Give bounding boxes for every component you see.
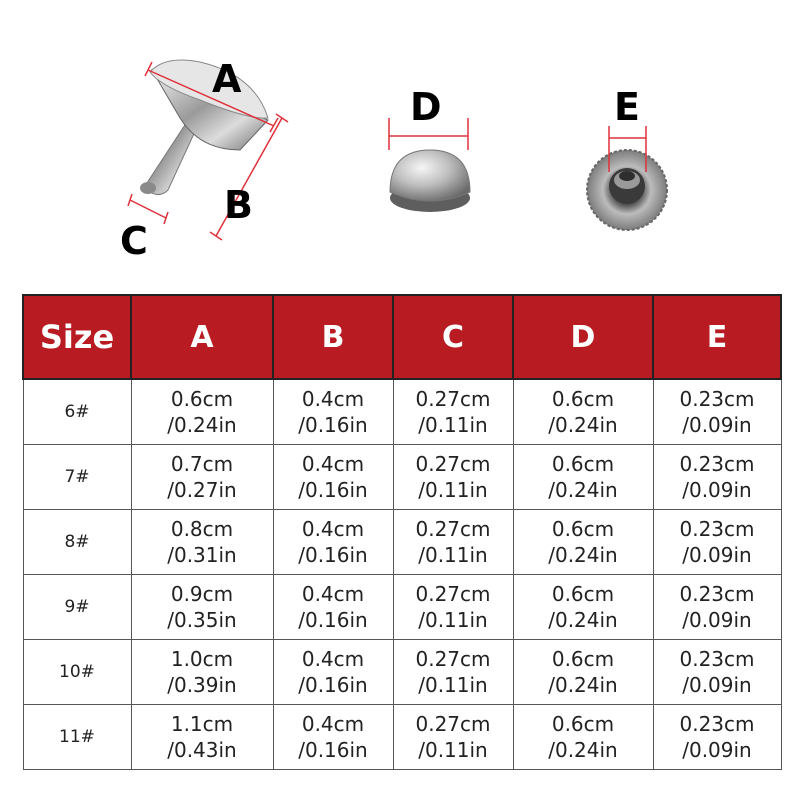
cell-e	[653, 640, 781, 705]
value-in: /0.09in	[682, 543, 752, 567]
cell-e	[653, 510, 781, 575]
value-in: /0.24in	[548, 608, 618, 632]
rivet-back-ring	[587, 150, 667, 230]
cell-c	[393, 510, 513, 575]
value-cm: 1.1cm	[170, 712, 234, 736]
value-cm: 0.4cm	[301, 452, 365, 476]
size-cell: 10#	[23, 640, 131, 705]
size-cell: 8#	[23, 510, 131, 575]
table-body	[23, 379, 781, 770]
value-cm: 0.9cm	[170, 582, 234, 606]
value-cm: 0.6cm	[551, 452, 615, 476]
value-in: /0.31in	[167, 543, 237, 567]
value-cm: 1.0cm	[170, 647, 234, 671]
value-in: /0.16in	[298, 543, 368, 567]
value-in: /0.11in	[418, 738, 488, 762]
label-c: C	[120, 219, 148, 263]
value-cm: 0.27cm	[415, 387, 491, 411]
value-in: /0.24in	[548, 738, 618, 762]
value-cm: 0.23cm	[679, 387, 755, 411]
value-in: /0.11in	[418, 608, 488, 632]
value-in: /0.16in	[298, 673, 368, 697]
value-cm: 0.27cm	[415, 712, 491, 736]
value-in: /0.16in	[298, 608, 368, 632]
label-d: D	[410, 85, 442, 129]
value-in: /0.16in	[298, 478, 368, 502]
size-cell: 7#	[23, 445, 131, 510]
value-cm: 0.23cm	[679, 517, 755, 541]
value-in: /0.35in	[167, 608, 237, 632]
value-cm: 0.27cm	[415, 517, 491, 541]
value-cm: 0.6cm	[170, 387, 234, 411]
header-e: E	[653, 295, 781, 379]
value-in: /0.24in	[548, 413, 618, 437]
value-in: /0.39in	[167, 673, 237, 697]
table-row	[23, 510, 781, 575]
value-cm: 0.4cm	[301, 582, 365, 606]
cell-a	[131, 575, 273, 640]
value-cm: 0.6cm	[551, 387, 615, 411]
value-in: /0.11in	[418, 673, 488, 697]
cell-e	[653, 379, 781, 445]
label-a: A	[212, 57, 242, 101]
value-in: /0.27in	[167, 478, 237, 502]
value-cm: 0.27cm	[415, 452, 491, 476]
value-cm: 0.27cm	[415, 582, 491, 606]
value-cm: 0.27cm	[415, 647, 491, 671]
value-cm: 0.23cm	[679, 582, 755, 606]
table-row	[23, 575, 781, 640]
value-cm: 0.23cm	[679, 452, 755, 476]
header-a: A	[131, 295, 273, 379]
cell-c	[393, 379, 513, 445]
value-cm: 0.23cm	[679, 712, 755, 736]
value-in: /0.09in	[682, 478, 752, 502]
cell-e	[653, 705, 781, 770]
cell-b	[273, 640, 393, 705]
header-size: Size	[23, 295, 131, 379]
header-b: B	[273, 295, 393, 379]
value-in: /0.11in	[418, 543, 488, 567]
value-in: /0.24in	[548, 673, 618, 697]
cell-a	[131, 445, 273, 510]
value-cm: 0.6cm	[551, 647, 615, 671]
value-in: /0.16in	[298, 413, 368, 437]
value-in: /0.09in	[682, 413, 752, 437]
cell-c	[393, 445, 513, 510]
value-in: /0.24in	[167, 413, 237, 437]
cell-c	[393, 640, 513, 705]
cell-b	[273, 575, 393, 640]
value-in: /0.09in	[682, 608, 752, 632]
table-header-row	[23, 295, 781, 379]
cell-d	[513, 575, 653, 640]
cell-c	[393, 705, 513, 770]
value-cm: 0.4cm	[301, 712, 365, 736]
size-cell: 11#	[23, 705, 131, 770]
table-row	[23, 640, 781, 705]
table-row	[23, 445, 781, 510]
value-in: /0.43in	[167, 738, 237, 762]
value-in: /0.24in	[548, 478, 618, 502]
label-e: E	[614, 85, 640, 129]
value-cm: 0.6cm	[551, 712, 615, 736]
dimension-diagram	[0, 0, 800, 290]
cell-d	[513, 705, 653, 770]
header-d: D	[513, 295, 653, 379]
label-b: B	[224, 183, 253, 227]
value-in: /0.16in	[298, 738, 368, 762]
cell-d	[513, 510, 653, 575]
value-in: /0.09in	[682, 673, 752, 697]
cell-b	[273, 445, 393, 510]
value-in: /0.09in	[682, 738, 752, 762]
rivet-side-view	[140, 57, 268, 195]
cell-b	[273, 510, 393, 575]
size-cell: 9#	[23, 575, 131, 640]
size-chart-table	[22, 294, 782, 770]
value-in: /0.11in	[418, 413, 488, 437]
value-cm: 0.4cm	[301, 647, 365, 671]
value-in: /0.24in	[548, 543, 618, 567]
value-cm: 0.6cm	[551, 582, 615, 606]
cell-b	[273, 705, 393, 770]
cell-a	[131, 640, 273, 705]
size-cell: 6#	[23, 379, 131, 445]
value-cm: 0.6cm	[551, 517, 615, 541]
cell-a	[131, 379, 273, 445]
rivet-cap	[390, 150, 470, 212]
table-row	[23, 379, 781, 445]
value-in: /0.11in	[418, 478, 488, 502]
cell-d	[513, 379, 653, 445]
table-row	[23, 705, 781, 770]
cell-a	[131, 510, 273, 575]
cell-e	[653, 445, 781, 510]
header-c: C	[393, 295, 513, 379]
value-cm: 0.23cm	[679, 647, 755, 671]
value-cm: 0.4cm	[301, 517, 365, 541]
value-cm: 0.8cm	[170, 517, 234, 541]
cell-c	[393, 575, 513, 640]
cell-e	[653, 575, 781, 640]
cell-d	[513, 445, 653, 510]
cell-d	[513, 640, 653, 705]
cell-b	[273, 379, 393, 445]
value-cm: 0.7cm	[170, 452, 234, 476]
value-cm: 0.4cm	[301, 387, 365, 411]
cell-a	[131, 705, 273, 770]
